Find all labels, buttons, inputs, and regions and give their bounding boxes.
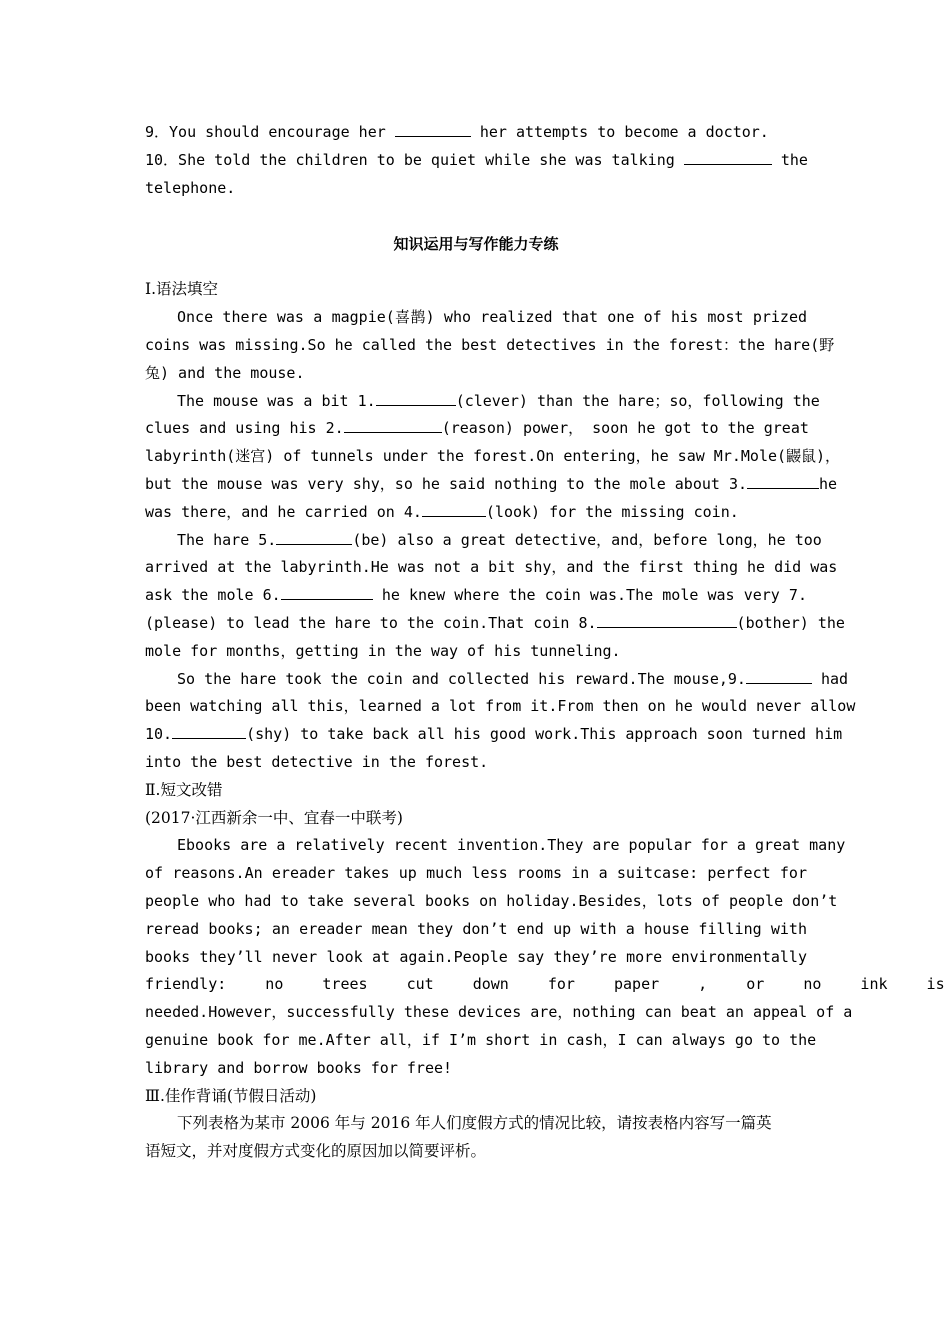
passage-text: The mouse was a bit 1. <box>177 391 376 410</box>
section-title: 知识运用与写作能力专练 <box>393 235 559 254</box>
blank-9[interactable] <box>746 669 812 684</box>
essay-line9: library and borrow books for free! <box>145 1058 453 1077</box>
question-text: her attempts to become a doctor. <box>470 123 769 141</box>
blank-8[interactable] <box>597 613 737 628</box>
essay-line7: needed.However，successfully these devices are，nothing can beat an appeal of a <box>145 1003 853 1022</box>
essay-line5: books they’ll never look at again.People say they’re more environmentally <box>145 947 807 966</box>
essay-line6: friendly: no trees cut down for paper , or no ink is <box>145 975 945 994</box>
passage-text: ask the mole 6. <box>145 586 281 605</box>
passage-text: (look) for the missing coin. <box>485 502 739 521</box>
p4-line4: into the best detective in the forest. <box>145 752 489 771</box>
passage-text: (reason) power， soon he got to the great <box>441 419 809 438</box>
question-text: 10．She told the children to be quiet while she was talking <box>145 150 684 169</box>
essay-line3: people who had to take several books on holiday.Besides，lots of people don’t <box>145 891 838 910</box>
p2-line4 <box>145 471 838 499</box>
answer-blank[interactable] <box>395 122 471 137</box>
p3-line3 <box>145 582 807 610</box>
passage-text: (please) to lead the hare to the coin.That coin 8. <box>145 613 597 632</box>
part3-instruction-line2: 语短文，并对度假方式变化的原因加以简要评析。 <box>145 1142 487 1161</box>
question-text: 9．You should encourage her <box>145 123 395 141</box>
question-text: the <box>780 150 808 169</box>
part2-heading: Ⅱ.短文改错 <box>145 780 223 799</box>
passage-text: but the mouse was very shy，so he said nothing to the mole about 3. <box>145 474 747 493</box>
question-10-line1 <box>145 147 807 175</box>
p3-line1 <box>145 527 822 555</box>
essay-line4: reread books; an ereader mean they don’t end up with a house filling with <box>145 919 807 938</box>
passage-text: (shy) to take back all his good work.This approach soon turned him <box>246 725 843 744</box>
blank-4[interactable] <box>422 502 486 517</box>
part3-instruction-line1: 下列表格为某市 2006 年与 2016 年人们度假方式的情况比较，请按表格内容写一篇英 <box>177 1114 772 1133</box>
p2-line2 <box>145 415 807 443</box>
essay-line1: Ebooks are a relatively recent invention.They are popular for a great many <box>177 836 846 855</box>
p3-line4 <box>145 610 845 638</box>
p1-line3: 兔) and the mouse. <box>145 363 305 382</box>
p4-line1 <box>145 666 849 694</box>
blank-5[interactable] <box>276 530 352 545</box>
passage-text: (be) also a great detective，and，before long，he too <box>352 530 822 549</box>
essay-line8: genuine book for me.After all，if I’m short in cash，I can always go to the <box>145 1030 817 1049</box>
p3-line5: mole for months，getting in the way of his tunneling. <box>145 641 621 660</box>
p4-line2: been watching all this，learned a lot from it.From then on he would never allow <box>145 697 856 716</box>
passage-text: had <box>811 669 849 688</box>
passage-text: The hare 5. <box>177 530 277 549</box>
part1-heading: Ⅰ.语法填空 <box>145 280 219 299</box>
essay-line2: of reasons.An ereader takes up much less rooms in a suitcase: perfect for <box>145 864 807 883</box>
p2-line5 <box>145 499 807 527</box>
passage-text: he <box>819 474 838 493</box>
blank-2[interactable] <box>344 418 442 433</box>
p1-line2: coins was missing.So he called the best detectives in the forest：the hare(野 <box>145 335 835 354</box>
passage-text: was there，and he carried on 4. <box>145 502 422 521</box>
blank-6[interactable] <box>281 585 373 600</box>
part3-heading: Ⅲ.佳作背诵(节假日活动) <box>145 1086 317 1105</box>
p1-line1: Once there was a magpie(喜鹊) who realized that one of his most prized <box>177 308 807 327</box>
passage-text: clues and using his 2. <box>145 419 344 438</box>
p2-line1 <box>145 388 820 416</box>
p4-line3 <box>145 721 843 749</box>
passage-text: (clever) than the hare；so，following the <box>455 391 820 410</box>
blank-1[interactable] <box>376 391 456 406</box>
answer-blank[interactable] <box>684 150 772 165</box>
passage-text: 10. <box>145 725 173 744</box>
passage-text: (bother) the <box>736 613 845 632</box>
blank-3[interactable] <box>747 474 819 489</box>
part2-source: (2017·江西新余一中、宜春一中联考) <box>145 808 403 827</box>
passage-text: So the hare took the coin and collected his reward.The mouse,9. <box>177 669 746 688</box>
p2-line3: labyrinth(迷宫) of tunnels under the forest.On entering，he saw Mr.Mole(鼹鼠)， <box>145 447 841 466</box>
document-body <box>145 119 945 1166</box>
p3-line2: arrived at the labyrinth.He was not a bit shy，and the first thing he did was <box>145 558 838 577</box>
passage-text: he knew where the coin was.The mole was very 7. <box>372 586 807 605</box>
blank-10[interactable] <box>172 724 246 739</box>
question-10-line2: telephone. <box>145 178 236 197</box>
question-9 <box>145 119 807 147</box>
